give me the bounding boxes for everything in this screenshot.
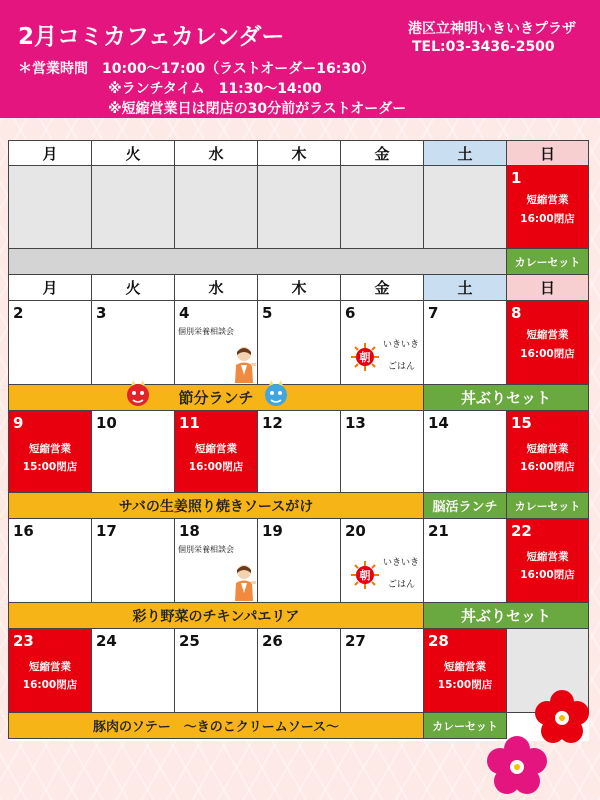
day-number: 9 [13,414,24,432]
day-number: 13 [345,414,366,432]
day-number: 11 [179,414,200,432]
day-19 [257,518,341,603]
short-hours-note: ※短縮営業日は閉店の30分前がラストオーダー [108,101,407,117]
day-number: 19 [262,522,283,540]
blue-oni-icon [263,380,289,408]
asa-label: 朝 [359,569,371,582]
closing-time: 15:00閉店 [437,679,493,691]
day-7 [423,300,507,385]
day-number: 25 [179,632,200,650]
menu-curry-set: カレーセット [506,248,589,275]
weekday-sat: 土 [423,274,507,301]
menu-donburi-set: 丼ぶりセット [423,384,589,411]
menu-saba-teriyaki: サバの生姜照り焼きソースがけ [8,492,424,519]
empty-day [423,165,507,249]
closing-time: 16:00閉店 [520,461,575,473]
day-10 [91,410,175,493]
day-8 [506,300,589,385]
nutrition-consult-label: 個別栄養相談会 [178,327,234,336]
day-18 [174,518,258,603]
weekday-sun: 日 [506,274,589,301]
ikiiki-label: いきいき [383,340,420,350]
weekday-sun: 日 [506,140,589,166]
day-number: 27 [345,632,366,650]
day-number: 12 [262,414,283,432]
day-number: 15 [511,414,532,432]
day-number: 28 [428,632,449,650]
day-number: 23 [13,632,34,650]
calendar [8,140,589,741]
closing-time: 16:00閉店 [520,213,575,225]
short-hours-label: 短縮営業 [195,443,237,455]
short-hours-label: 短縮営業 [526,194,569,206]
short-hours-label: 短縮営業 [29,661,71,673]
weekday-mon: 月 [8,274,92,301]
day-number: 6 [345,304,356,322]
nurse-illustration-icon [231,563,257,601]
day-12 [257,410,341,493]
empty-day [91,165,175,249]
day-number: 4 [179,304,190,322]
short-hours-label: 短縮営業 [526,329,569,341]
day-number: 17 [96,522,117,540]
gohan-label: ごはん [388,362,416,372]
day-number: 26 [262,632,283,650]
nurse-illustration-icon [231,345,257,383]
weekday-thu: 木 [257,140,341,166]
empty-day [340,165,424,249]
day-number: 8 [511,304,522,322]
menu-name: 節分ランチ [178,389,254,407]
day-2 [8,300,92,385]
day-22 [506,518,589,603]
asa-label: 朝 [359,351,371,364]
day-number: 3 [96,304,107,322]
menu-curry-set: カレーセット [506,492,589,519]
short-hours-label: 短縮営業 [526,551,569,563]
empty-day [8,165,92,249]
lunch-time-note: ※ランチタイム 11:30〜14:00 [108,81,322,97]
day-number: 1 [511,169,522,187]
day-1 [506,165,589,249]
closing-time: 16:00閉店 [520,348,575,360]
day-13 [340,410,424,493]
day-14 [423,410,507,493]
day-6 [340,300,424,385]
plum-blossom-icon [486,736,548,798]
day-number: 16 [13,522,34,540]
nutrition-consult-label: 個別栄養相談会 [178,545,234,554]
day-26 [257,628,341,713]
closing-time: 16:00閉店 [22,679,78,691]
day-number: 20 [345,522,366,540]
empty-day [174,165,258,249]
menu-curry-set: カレーセット [423,712,507,739]
menu-chicken-paella: 彩り野菜のチキンパエリア [8,602,424,629]
day-4 [174,300,258,385]
menu-pork-saute: 豚肉のソテー 〜きのこクリームソース〜 [8,712,424,739]
day-number: 18 [179,522,200,540]
menu-donburi-set: 丼ぶりセット [423,602,589,629]
short-hours-label: 短縮営業 [526,443,569,455]
weekday-fri: 金 [340,140,424,166]
closing-time: 15:00閉店 [22,461,78,473]
business-hours: ＊営業時間 10:00〜17:00（ラストオーダー16:30） [18,61,375,77]
day-number: 21 [428,522,449,540]
menu-band-empty [8,248,507,275]
day-number: 14 [428,414,449,432]
day-20 [340,518,424,603]
short-hours-label: 短縮営業 [29,443,71,455]
page-title: 2月コミカフェカレンダー [18,24,285,50]
day-23 [8,628,92,713]
closing-time: 16:00閉店 [520,569,575,581]
weekday-wed: 水 [174,140,258,166]
day-number: 24 [96,632,117,650]
day-number: 5 [262,304,273,322]
weekday-thu: 木 [257,274,341,301]
day-9 [8,410,92,493]
day-17 [91,518,175,603]
header-banner [0,0,600,118]
gohan-label: ごはん [388,580,416,590]
menu-brain-lunch: 脳活ランチ [423,492,507,519]
weekday-wed: 水 [174,274,258,301]
day-25 [174,628,258,713]
day-27 [340,628,424,713]
day-number: 22 [511,522,532,540]
day-15 [506,410,589,493]
menu-setsubun-lunch [8,384,424,411]
day-24 [91,628,175,713]
ikiiki-label: いきいき [383,558,420,568]
day-number: 10 [96,414,117,432]
weekday-sat: 土 [423,140,507,166]
facility-phone: TEL:03-3436-2500 [412,39,555,55]
short-hours-label: 短縮営業 [444,661,486,673]
facility-name: 港区立神明いきいきプラザ [408,21,576,37]
weekday-tue: 火 [91,274,175,301]
closing-time: 16:00閉店 [188,461,244,473]
day-28 [423,628,507,713]
day-3 [91,300,175,385]
empty-day [257,165,341,249]
day-21 [423,518,507,603]
day-5 [257,300,341,385]
day-number: 7 [428,304,439,322]
red-oni-icon [125,380,151,408]
weekday-mon: 月 [8,140,92,166]
asa-sun-icon [351,343,379,371]
day-11 [174,410,258,493]
day-16 [8,518,92,603]
day-number: 2 [13,304,24,322]
weekday-tue: 火 [91,140,175,166]
weekday-fri: 金 [340,274,424,301]
asa-sun-icon [351,561,379,589]
